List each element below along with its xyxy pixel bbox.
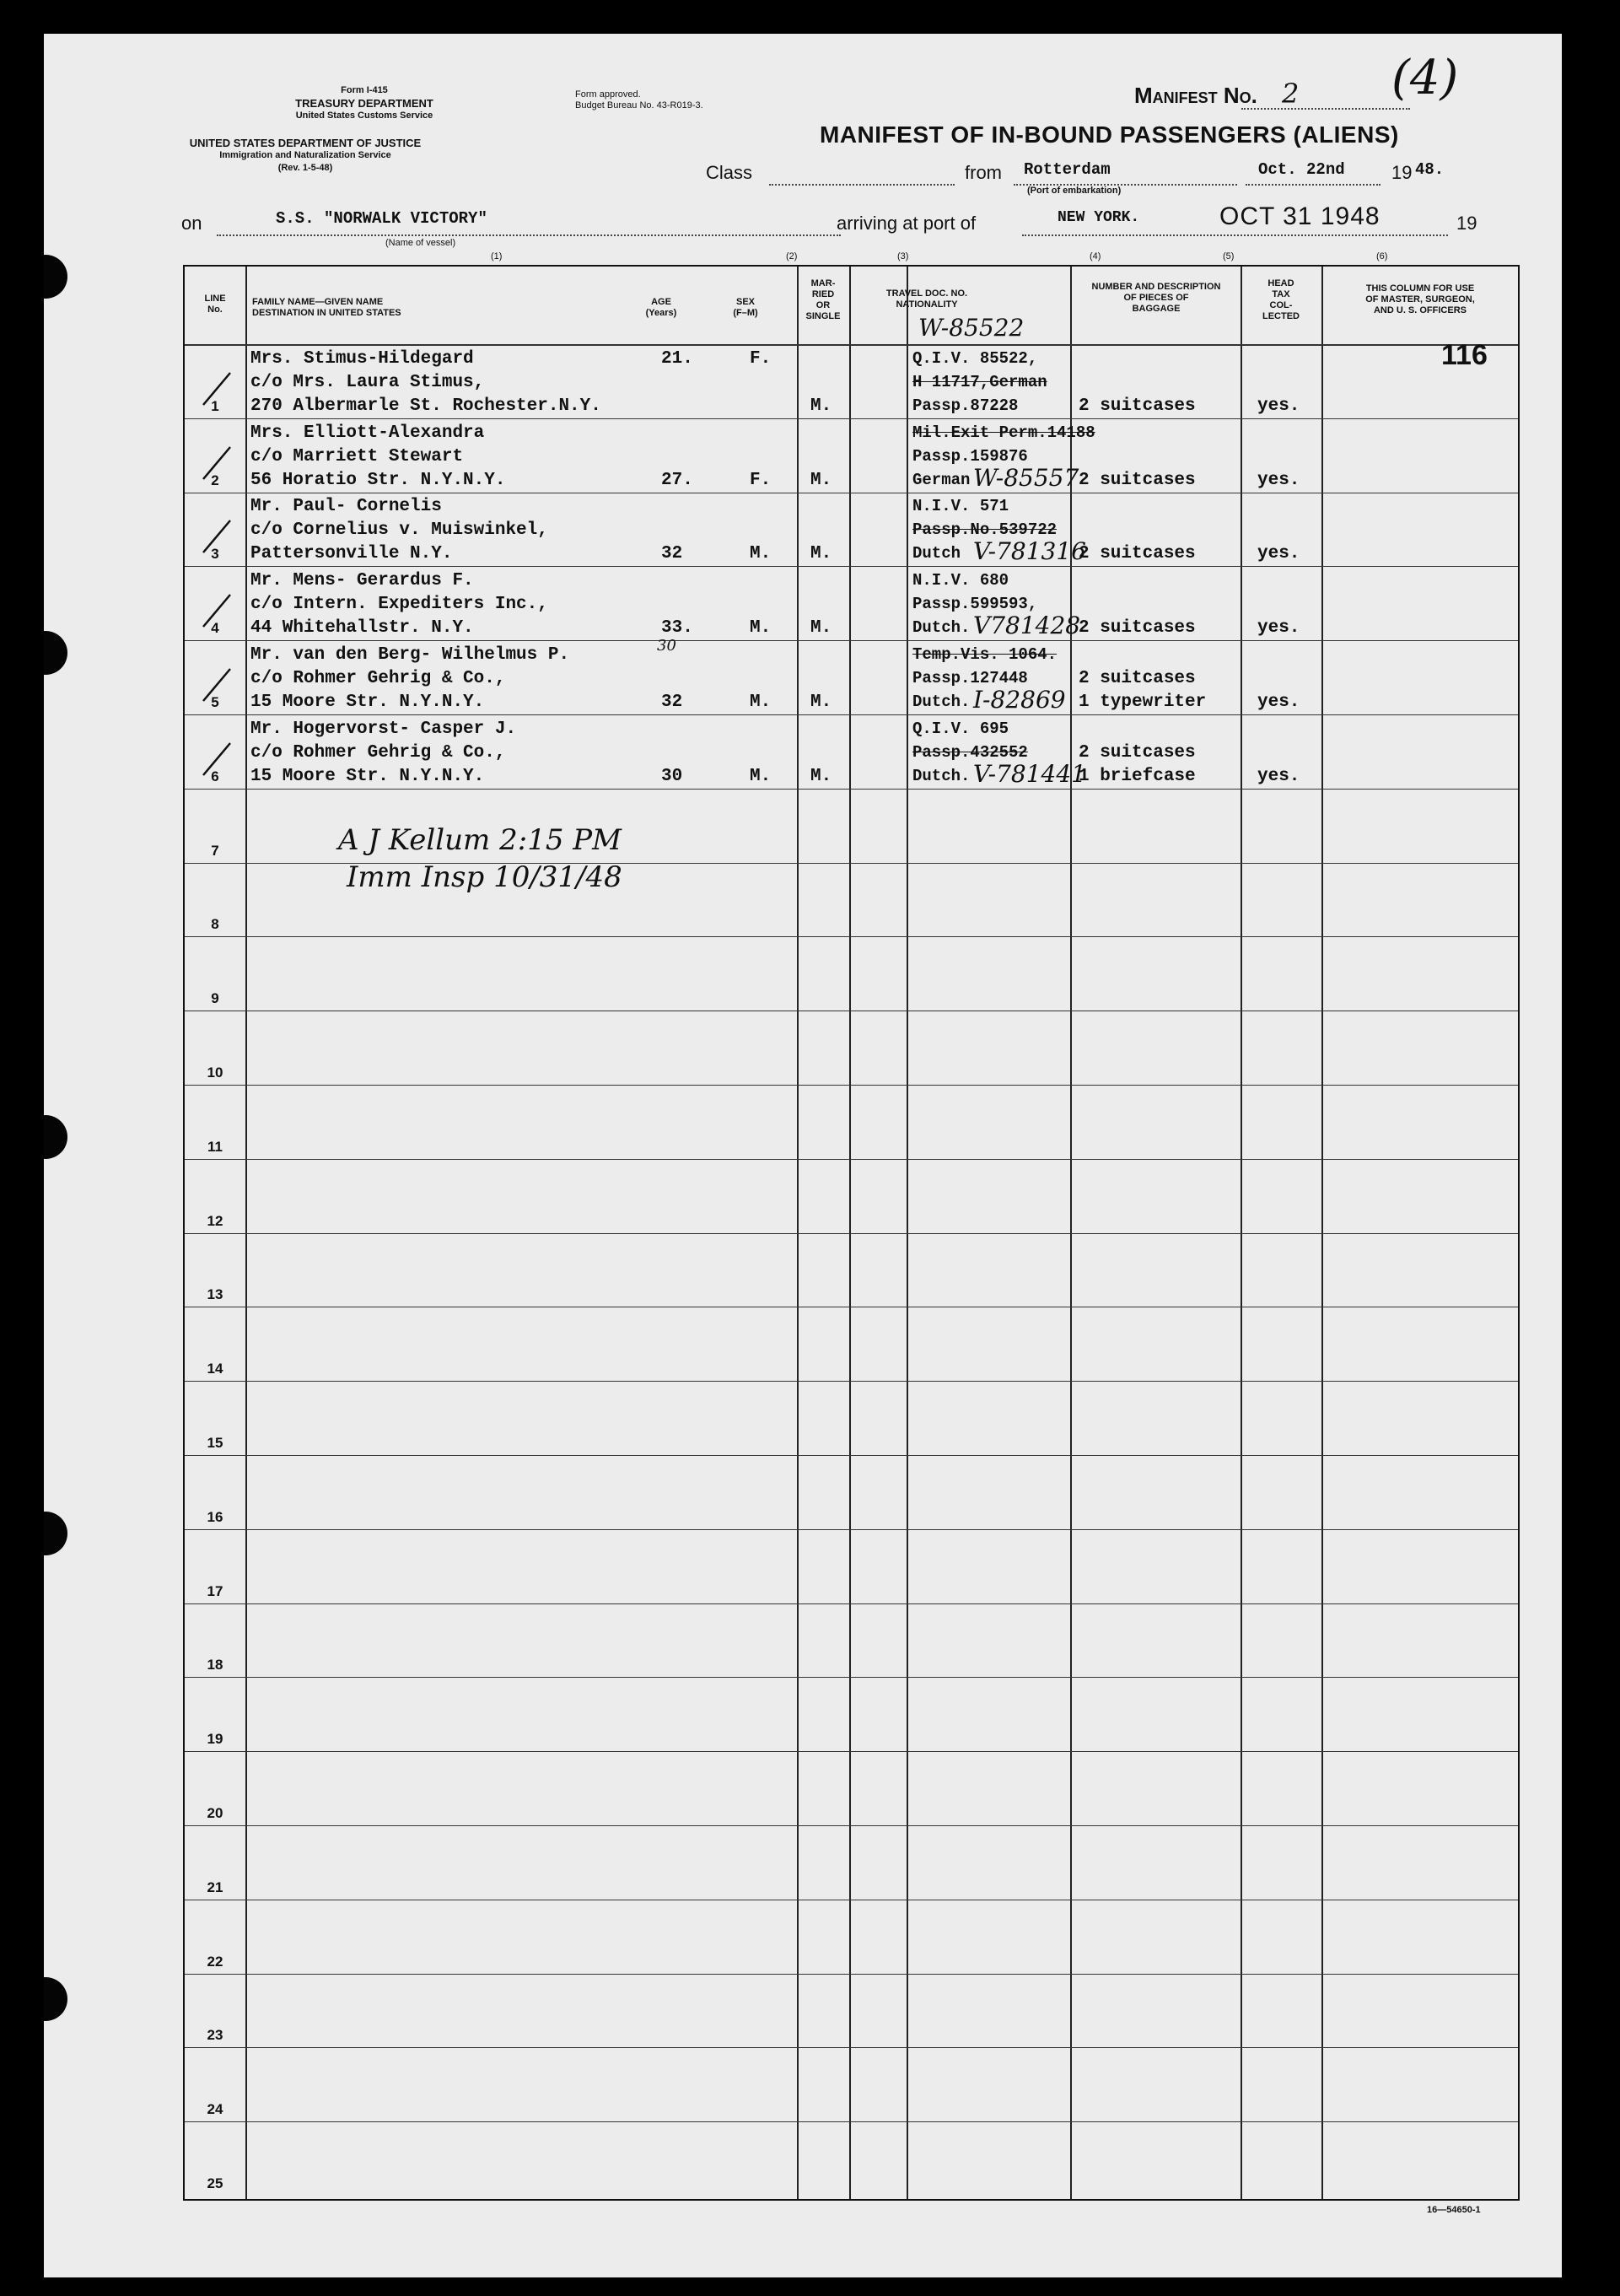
approval-note (575, 89, 803, 111)
col-age (632, 297, 691, 319)
vessel-line (217, 234, 841, 236)
passenger-name-line: Mr. Hogervorst- Casper J. (250, 719, 517, 739)
baggage-description: 2 suitcases (1079, 396, 1196, 416)
travel-doc-line: Dutch. (912, 618, 971, 638)
travel-doc-handwritten: W-85522 (918, 313, 1025, 342)
year-prefix: 19 (1391, 162, 1413, 183)
form-info (272, 84, 457, 122)
class-label: Class (706, 162, 753, 183)
col-sex (716, 297, 775, 319)
passenger-name-line: Mrs. Elliott-Alexandra (250, 423, 485, 443)
row-divider (185, 1085, 1518, 1086)
passenger-age: 21. (661, 348, 693, 369)
col-number-3: (3) (897, 251, 909, 261)
line-number: 15 (207, 1435, 223, 1451)
line-number: 24 (207, 2101, 223, 2118)
col-officers (1325, 283, 1515, 316)
travel-doc-line: Q.I.V. 695 (912, 719, 1009, 738)
passenger-married: M. (810, 396, 832, 416)
col-tax-1: HEAD (1267, 278, 1294, 288)
passenger-name-line: Mr. Paul- Cornelis (250, 497, 442, 517)
travel-doc-line: German (912, 470, 971, 489)
passenger-sex: M. (750, 766, 772, 786)
col-name-1: FAMILY NAME—GIVEN NAME (252, 297, 384, 307)
head-tax-collected: yes. (1257, 766, 1300, 786)
passenger-married: M. (810, 470, 832, 490)
baggage-description: 2 suitcases (1079, 669, 1196, 688)
line-number: 17 (207, 1582, 223, 1599)
travel-doc-line: Passp.599593, (912, 595, 1038, 614)
row-divider (185, 1825, 1518, 1826)
passenger-name-line: 56 Horatio Str. N.Y.N.Y. (250, 470, 506, 490)
binder-hole (44, 631, 67, 675)
service-name: United States Customs Service (295, 110, 433, 121)
line-number: 25 (207, 2175, 223, 2191)
col-number-2: (2) (786, 251, 798, 261)
baggage-description: 1 briefcase (1079, 766, 1196, 786)
line-number: 14 (207, 1361, 223, 1377)
col-name-2: DESTINATION IN UNITED STATES (252, 308, 401, 318)
form-number: Form I-415 (341, 85, 388, 95)
row-divider (185, 1233, 1518, 1234)
arrival-line (1022, 234, 1448, 236)
col-name (252, 297, 530, 319)
col-married (799, 278, 848, 322)
budget-line: Budget Bureau No. 43-R019-3. (575, 100, 703, 110)
col-line-no: LINE No. (204, 294, 226, 315)
baggage-description: 2 suitcases (1079, 470, 1196, 490)
head-tax-collected: yes. (1257, 544, 1300, 564)
col-tax-3: COL- (1269, 300, 1293, 310)
row-divider (185, 789, 1518, 790)
check-mark-icon (200, 515, 234, 558)
port-of-embarkation: Rotterdam (1024, 160, 1111, 179)
travel-doc-line: Mil.Exit Perm.14188 (912, 423, 1095, 442)
arrival-port: NEW YORK. (1058, 209, 1140, 226)
row-divider (185, 2121, 1518, 2122)
port-caption: (Port of embarkation) (1027, 186, 1122, 196)
row-divider (185, 1603, 1518, 1604)
travel-doc-line: N.I.V. 571 (912, 497, 1009, 516)
col-age-2: (Years) (645, 308, 677, 318)
doj-info (179, 137, 432, 175)
line-number: 21 (207, 1878, 223, 1895)
check-mark-icon (200, 442, 234, 484)
row-divider (185, 418, 1518, 419)
passenger-table (183, 265, 1520, 2201)
row-divider (185, 1455, 1518, 1456)
passenger-age: 32 (661, 693, 683, 712)
passenger-married: M. (810, 766, 832, 786)
passenger-name-line: Mrs. Stimus-Hildegard (250, 348, 474, 369)
col-number-5: (5) (1223, 251, 1235, 261)
line-number: 6 (211, 768, 219, 784)
col-sex-1: SEX (735, 297, 755, 307)
passenger-sex: F. (750, 348, 772, 369)
col-travel-1: TRAVEL DOC. NO. (885, 288, 968, 299)
inspector-signature: A J Kellum 2:15 PM (338, 823, 622, 857)
passenger-name-line: 15 Moore Str. N.Y.N.Y. (250, 693, 485, 712)
row-divider (185, 1159, 1518, 1160)
manifest-page (44, 34, 1562, 2277)
line-number: 19 (207, 1731, 223, 1748)
travel-doc-line: Passp.No.539722 (912, 520, 1058, 540)
departure-date: Oct. 22nd (1258, 160, 1345, 179)
doj-name: UNITED STATES DEPARTMENT OF JUSTICE (189, 137, 422, 149)
passenger-name-line: c/o Rohmer Gehrig & Co., (250, 669, 506, 688)
baggage-description: 2 suitcases (1079, 742, 1196, 763)
passenger-name-line: c/o Rohmer Gehrig & Co., (250, 742, 506, 763)
arrival-year-prefix: 19 (1456, 213, 1477, 234)
revision: (Rev. 1-5-48) (277, 163, 333, 173)
travel-doc-line: Dutch (912, 544, 961, 563)
row-divider (185, 1677, 1518, 1678)
passenger-name-line: Mr. van den Berg- Wilhelmus P. (250, 645, 570, 665)
col-officers-3: AND U. S. OFFICERS (1373, 305, 1467, 315)
vessel-caption: (Name of vessel) (385, 238, 456, 248)
travel-doc-line: Q.I.V. 85522, (912, 348, 1038, 368)
arriving-label: arriving at port of (837, 213, 977, 234)
row-divider (185, 714, 1518, 715)
travel-doc-handwritten: I-82869 (973, 686, 1066, 714)
from-label: from (965, 162, 1002, 183)
passenger-age: 27. (661, 470, 693, 490)
travel-doc-handwritten: V-781441 (973, 759, 1086, 788)
travel-doc-line: Passp.87228 (912, 396, 1019, 415)
row-divider (185, 936, 1518, 937)
passenger-sex: F. (750, 470, 772, 490)
baggage-description: 2 suitcases (1079, 618, 1196, 639)
line-number: 12 (207, 1212, 223, 1229)
col-baggage-1: NUMBER AND DESCRIPTION (1091, 282, 1221, 292)
manifest-label: Manifest No. (1134, 83, 1257, 108)
check-mark-icon (200, 368, 234, 410)
officer-note: 116 (1441, 338, 1488, 371)
row-divider (185, 1751, 1518, 1752)
passenger-married: M. (810, 693, 832, 712)
binder-hole (44, 1977, 67, 2021)
line-number: 10 (207, 1064, 223, 1081)
col-married-3: OR (815, 300, 831, 310)
on-label: on (181, 213, 202, 234)
travel-doc-handwritten: V781428 (973, 612, 1081, 640)
passenger-age: 30 (661, 766, 683, 786)
form-print-code: 16—54650-1 (1427, 2205, 1481, 2215)
col-age-1: AGE (651, 297, 671, 307)
col-baggage (1074, 282, 1239, 315)
passenger-name-line: c/o Intern. Expediters Inc., (250, 595, 548, 615)
passenger-name-line: Pattersonville N.Y. (250, 544, 453, 564)
row-divider (185, 1529, 1518, 1530)
travel-doc-handwritten: W-85557 (973, 463, 1079, 492)
passenger-name-line: 270 Albermarle St. Rochester.N.Y. (250, 396, 601, 416)
line-number: 11 (207, 1138, 223, 1155)
col-number-1: (1) (491, 251, 503, 261)
manifest-number: 2 (1282, 78, 1300, 110)
head-tax-collected: yes. (1257, 396, 1300, 416)
class-line (769, 184, 955, 186)
travel-doc-line: N.I.V. 680 (912, 571, 1009, 590)
passenger-married: M. (810, 544, 832, 564)
col-travel-2: NATIONALITY (896, 299, 958, 310)
col-officers-1: THIS COLUMN FOR USE (1365, 283, 1475, 294)
head-tax-collected: yes. (1257, 618, 1300, 639)
passenger-name-line: 44 Whitehallstr. N.Y. (250, 618, 474, 639)
row-divider (185, 1974, 1518, 1975)
row-divider (185, 640, 1518, 641)
department-name: TREASURY DEPARTMENT (295, 97, 433, 110)
passenger-married: M. (810, 618, 832, 639)
passenger-sex: M. (750, 544, 772, 564)
col-tax (1242, 278, 1320, 322)
travel-doc-line: Dutch. (912, 693, 971, 711)
line-number: 16 (207, 1508, 223, 1525)
date-line (1246, 184, 1380, 186)
col-travel (851, 288, 1003, 310)
line-number: 2 (211, 472, 219, 488)
travel-doc-line: Passp.127448 (912, 669, 1028, 687)
check-mark-icon (200, 738, 234, 780)
passenger-sex: M. (750, 618, 772, 639)
binder-hole (44, 255, 67, 299)
passenger-name-line: Mr. Mens- Gerardus F. (250, 571, 474, 591)
line-number: 3 (211, 546, 219, 563)
line-number: 1 (211, 397, 219, 414)
col-married-1: MAR- (810, 278, 836, 288)
baggage-description: 2 suitcases (1079, 544, 1196, 564)
line-number: 23 (207, 2027, 223, 2044)
travel-doc-line: Passp.432552 (912, 742, 1028, 762)
col-married-4: SINGLE (805, 311, 841, 321)
col-officers-2: OF MASTER, SURGEON, (1365, 294, 1475, 305)
year-value: 48. (1415, 160, 1445, 179)
passenger-age: 32 (661, 544, 683, 564)
travel-doc-line: Passp.159876 (912, 446, 1028, 466)
row-divider (185, 1381, 1518, 1382)
col-number-4: (4) (1090, 251, 1101, 261)
line-number: 9 (211, 990, 219, 1007)
head-tax-collected: yes. (1257, 693, 1300, 712)
passenger-age: 33. (661, 618, 693, 639)
line-number: 18 (207, 1657, 223, 1673)
binder-hole (44, 1512, 67, 1555)
col-married-2: RIED (811, 289, 835, 299)
passenger-name-line: c/o Marriett Stewart (250, 446, 464, 466)
inspector-date: Imm Insp 10/31/48 (347, 860, 622, 894)
row-divider (185, 2047, 1518, 2048)
binder-hole (44, 1115, 67, 1159)
line-number: 8 (211, 916, 219, 933)
check-mark-icon (200, 590, 234, 632)
name-handwritten-note: 30 (657, 637, 676, 655)
line-number: 5 (211, 694, 219, 710)
vessel-name: S.S. "NORWALK VICTORY" (276, 209, 487, 228)
travel-doc-line: H 11717,German (912, 372, 1047, 391)
passenger-name-line: 15 Moore Str. N.Y.N.Y. (250, 766, 485, 786)
col-tax-4: LECTED (1262, 311, 1300, 321)
line-number: 20 (207, 1805, 223, 1821)
manifest-mark: (4) (1391, 51, 1459, 105)
passenger-name-line: c/o Cornelius v. Muiswinkel, (250, 520, 548, 541)
col-baggage-2: OF PIECES OF (1123, 293, 1189, 303)
col-baggage-3: BAGGAGE (1132, 304, 1181, 314)
travel-doc-line: Temp.Vis. 1064. (912, 645, 1058, 664)
travel-doc-handwritten: V-781316 (973, 537, 1086, 566)
head-tax-collected: yes. (1257, 470, 1300, 490)
ins-name: Immigration and Naturalization Service (219, 150, 391, 160)
arrival-date-stamp: OCT 31 1948 (1219, 202, 1380, 230)
baggage-description: 1 typewriter (1079, 693, 1207, 712)
page-title: MANIFEST OF IN-BOUND PASSENGERS (ALIENS) (820, 121, 1399, 148)
col-number-6: (6) (1376, 251, 1388, 261)
check-mark-icon (200, 664, 234, 706)
manifest-line (1241, 108, 1410, 110)
passenger-name-line: c/o Mrs. Laura Stimus, (250, 372, 485, 392)
col-tax-2: TAX (1272, 289, 1290, 299)
line-number: 7 (211, 842, 219, 859)
line-number: 4 (211, 620, 219, 637)
passenger-sex: M. (750, 693, 772, 712)
col-sex-2: (F–M) (733, 308, 758, 318)
approval-line: Form approved. (575, 89, 641, 100)
line-number: 13 (207, 1286, 223, 1303)
row-divider (185, 566, 1518, 567)
line-number: 22 (207, 1953, 223, 1970)
travel-doc-line: Dutch. (912, 766, 971, 785)
